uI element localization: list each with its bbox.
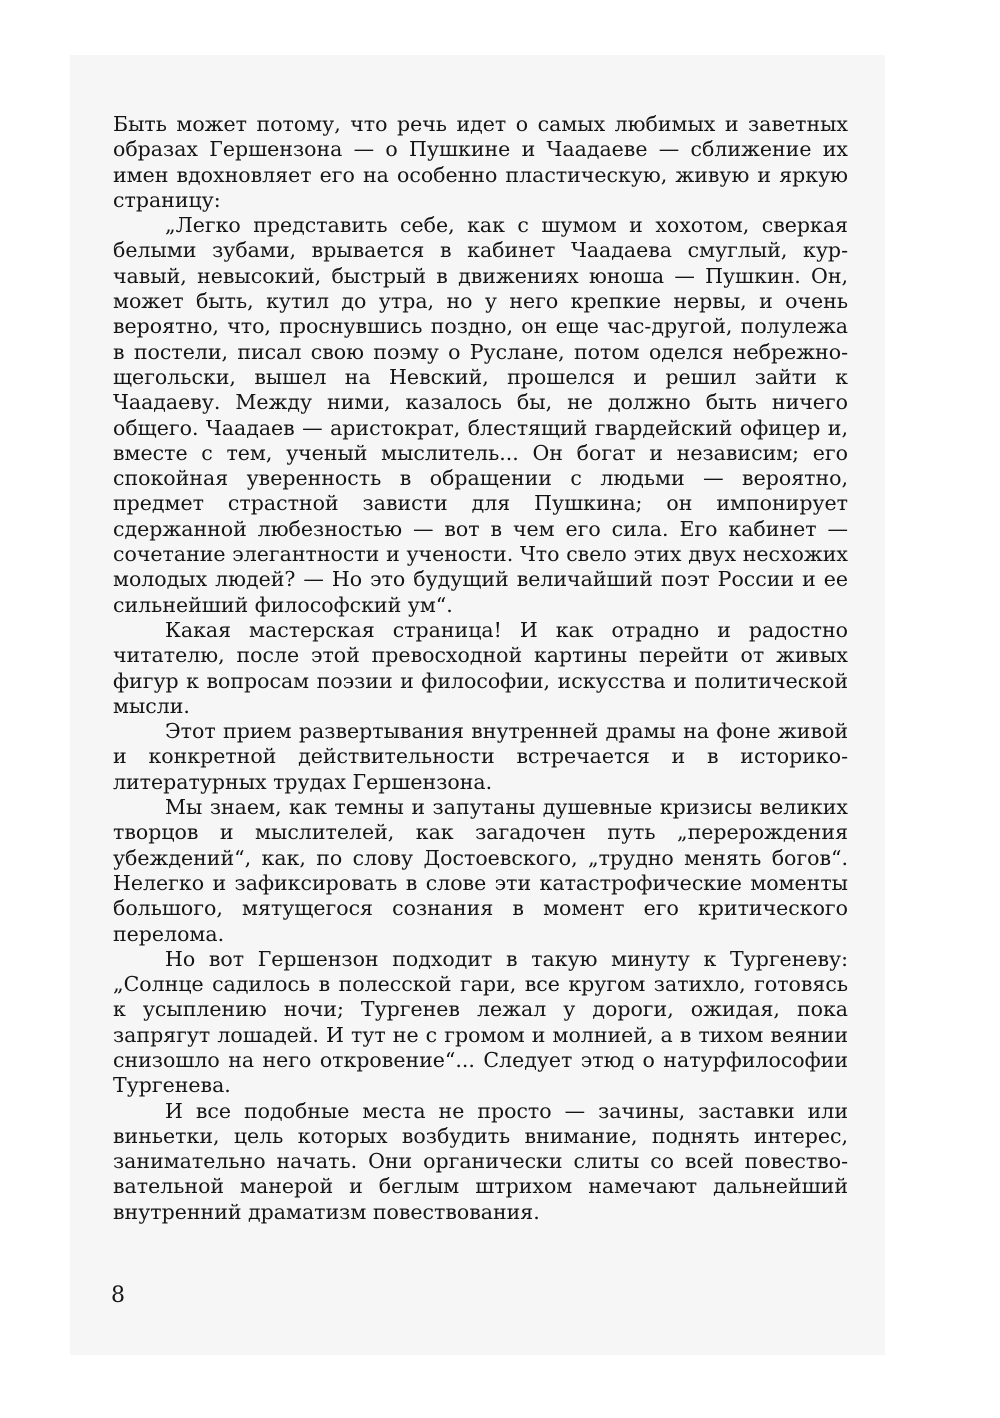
paragraph-6: Но вот Гершензон подходит в такую минуту к Тургеневу: „Солнце садилось в полесской гари, все кругом затихло, готовясь к усыплению ночи; Тургенев лежал у дороги, ожидая, пока запрягут лошадей. И тут не с громом и молнией, а в тихом веянии снизошло на него откровение“... Следует этюд о натурфилософии Тургенева. xyxy=(113,946,848,1098)
body-text xyxy=(113,112,848,1225)
paragraph-4: Этот прием развертывания внутренней драмы на фоне живой и конкретной действительности встречается и в историко-литературных трудах Гершензона. xyxy=(113,719,848,794)
paragraph-2-quote: „Легко представить себе, как с шумом и хохотом, сверкая белыми зубами, врывается в кабинет Чаадаева смуглый, курчавый, невысокий, быстрый в движениях юноша — Пушкин. Он, может быть, кутил до утра, но у него крепкие нервы, и очень вероятно, что, проснувшись поздно, он еще час-другой, полулежа в постели, писал свою поэму о Руслане, потом оделся небрежно-щегольски, вышел на Невский, прошелся и решил зайти к Чаадаеву. Между ними, казалось бы, не должно быть ничего общего. Чаадаев — аристократ, блестящий гвардейский офицер и, вместе с тем, ученый мыслитель... Он богат и независим; его спокойная уверенность в обращении с людьми — вероятно, предмет страстной зависти для Пушкина; он импонирует сдержанной любезностью — вот в чем его сила. Его кабинет — сочетание элегантности и учености. Что свело этих двух несхожих молодых людей? — Но это будущий величайший поэт России и ее сильнейший философский ум“. xyxy=(113,213,848,617)
paragraph-5: Мы знаем, как темны и запутаны душевные кризисы великих творцов и мыслителей, как загадочен путь „перерождения убеждений“, как, по слову Достоевского, „трудно менять богов“. Нелегко и зафиксировать в слове эти катастрофические моменты большого, мятущегося сознания в момент его критического перелома. xyxy=(113,795,848,946)
paragraph-1: Быть может потому, что речь идет о самых любимых и заветных образах Гершензона — о Пушкине и Чаадаеве — сближение их имен вдохновляет его на особенно пластическую, живую и яркую страницу: xyxy=(113,112,848,212)
paragraph-3: Какая мастерская страница! И как отрадно и радостно читателю, после этой превосходной картины перейти от живых фигур к вопросам поэзии и философии, искусства и политической мысли. xyxy=(113,617,848,718)
page-number: 8 xyxy=(111,1283,125,1308)
paragraph-7: И все подобные места не просто — зачины, заставки или виньетки, цель которых возбудить внимание, поднять интерес, занимательно начать. Они органически слиты со всей повествовательной манерой и беглым штрихом намечают дальнейший внутренний драматизм повествования. xyxy=(113,1098,848,1224)
